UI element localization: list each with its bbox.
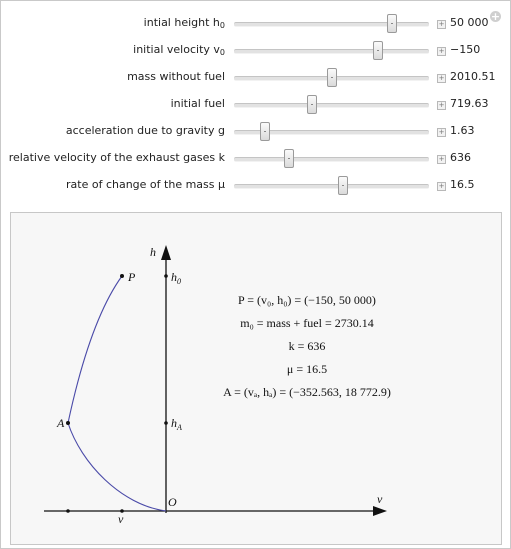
slider-expand-icon[interactable]: + [438, 20, 445, 28]
slider-thumb[interactable] [307, 95, 317, 114]
control-value: 719.63 [450, 97, 489, 110]
control-value: 50 000 [450, 16, 489, 29]
control-value: −150 [450, 43, 481, 56]
equation-a: A = (vₐ, hₐ) = (−352.563, 18 772.9) [223, 385, 391, 399]
control-label-text: relative velocity of the exhaust gases k [8, 151, 225, 164]
control-label [9, 151, 225, 164]
control-label [66, 178, 225, 191]
slider-track[interactable] [234, 22, 429, 27]
point-p-label: P [128, 270, 136, 284]
slider-thumb[interactable] [284, 149, 294, 168]
control-label [144, 16, 225, 30]
hA-tick [164, 421, 168, 425]
control-label [127, 70, 225, 83]
slider-track[interactable] [234, 49, 429, 54]
control-label-text: initial fuel [170, 97, 225, 110]
point-a-marker [66, 421, 70, 425]
trajectory-curve [68, 276, 166, 511]
slider-expand-icon[interactable]: + [438, 47, 445, 55]
control-row [1, 92, 510, 119]
control-label [133, 43, 225, 57]
h-axis-label: h [150, 245, 156, 259]
equation-m0: m₀ = mass + fuel = 2730.14 [240, 316, 374, 330]
control-label-text: rate of change of the mass μ [66, 178, 225, 191]
control-value: 16.5 [450, 178, 475, 191]
control-value: 1.63 [450, 124, 475, 137]
h0-tick [164, 274, 168, 278]
control-row [1, 173, 510, 200]
control-label-text: intial height h [143, 16, 220, 29]
equation-mu: μ = 16.5 [286, 362, 328, 376]
equation-p: P = (v₀, h₀) = (−150, 50 000) [238, 293, 376, 307]
slider-thumb[interactable] [327, 68, 337, 87]
control-label [66, 124, 225, 137]
slider-expand-icon[interactable]: + [438, 182, 445, 190]
slider-thumb[interactable] [260, 122, 270, 141]
slider-expand-icon[interactable]: + [438, 101, 445, 109]
control-label [171, 97, 225, 110]
control-label-text: mass without fuel [127, 70, 225, 83]
slider-thumb[interactable] [373, 41, 383, 60]
slider-expand-icon[interactable]: + [438, 155, 445, 163]
hA-label: $h_A$ [171, 416, 182, 432]
control-value: 2010.51 [450, 70, 496, 83]
slider-track[interactable] [234, 184, 429, 189]
slider-track[interactable] [234, 157, 429, 162]
phase-plot [11, 213, 501, 544]
v-axis-arrow-icon [373, 506, 387, 516]
control-label-text: acceleration due to gravity g [65, 124, 225, 137]
bottom-v-label: v [118, 512, 124, 526]
control-row [1, 11, 510, 38]
vA-tick [66, 509, 70, 513]
plot-panel [10, 212, 502, 545]
control-row [1, 146, 510, 173]
h0-label: $h_0$ [171, 270, 181, 286]
control-label-subscript: 0 [219, 48, 225, 57]
point-a-label: A [57, 416, 65, 430]
control-row [1, 119, 510, 146]
slider-thumb[interactable] [338, 176, 348, 195]
control-row [1, 65, 510, 92]
control-label-subscript: 0 [219, 21, 225, 30]
h-axis-arrow-icon [161, 245, 171, 260]
slider-track[interactable] [234, 130, 429, 135]
v-axis-label: v [377, 492, 383, 506]
equation-k: k = 636 [288, 339, 326, 353]
control-label-text: initial velocity v [133, 43, 220, 56]
slider-expand-icon[interactable]: + [438, 74, 445, 82]
slider-thumb[interactable] [387, 14, 397, 33]
expand-options-icon[interactable]: + [490, 10, 501, 23]
origin-label: O [168, 495, 177, 509]
slider-track[interactable] [234, 103, 429, 108]
point-p-marker [120, 274, 124, 278]
control-row [1, 38, 510, 65]
slider-track[interactable] [234, 76, 429, 81]
control-value: 636 [450, 151, 471, 164]
slider-expand-icon[interactable]: + [438, 128, 445, 136]
